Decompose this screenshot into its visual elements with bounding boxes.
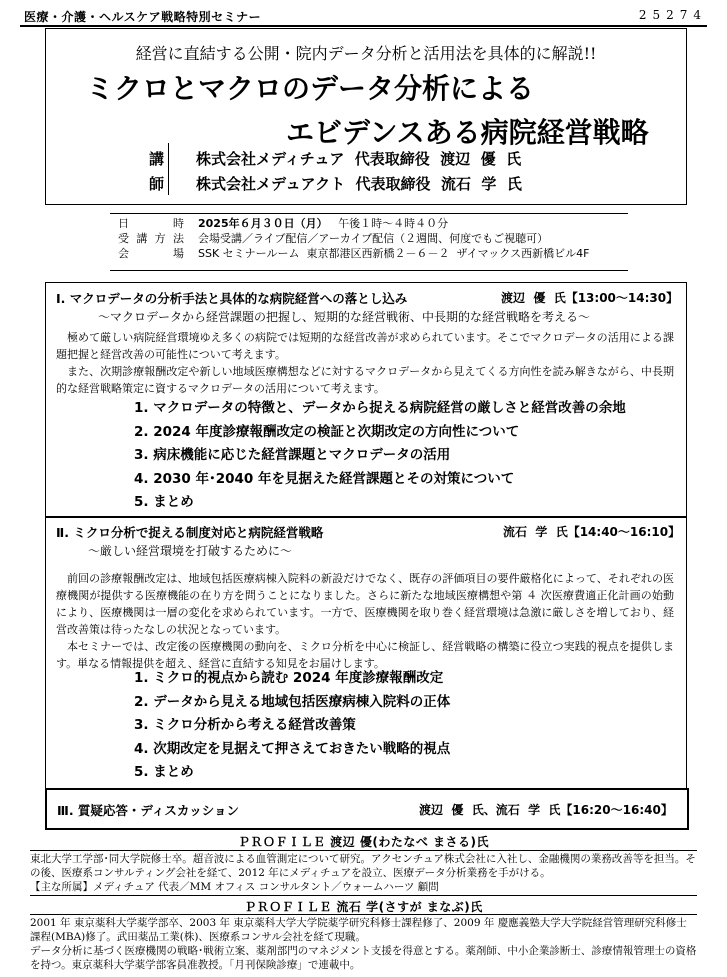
profile-2-heading: ＰＲＯＦＩＬＥ 流石 学(さすが まなぶ)氏	[244, 900, 483, 914]
section-2-speaker: 流石 学 氏【14:40～16:10】	[503, 525, 681, 539]
venue-value: SSK セミナールーム 東京都港区西新橋２－６－２ ザイマックス西新橋ビル4F	[198, 247, 590, 260]
time-value: 午後１時～４時４０分	[327, 217, 449, 230]
section-1-paragraph: また、次期診療報酬改定や新しい地域医療構想などに対するマクロデータから見えてくる方向性を読み解きながら、中長期的な経営戦略策定に資するマクロデータの活用について考えます。	[56, 365, 674, 395]
profile-1-body	[30, 852, 697, 894]
section-1-paragraph: 極めて厳しい病院経営環境ゆえ多くの病院では短期的な経営改善が求められています。そこでマクロデータの活用による課題把握と経営改善の可能性について考えます。	[56, 331, 674, 361]
venue-label: 会 場	[118, 247, 184, 260]
section-2-agenda	[134, 667, 450, 785]
profile-1-divider	[30, 850, 697, 851]
agenda-item: 4. 次期改定を見据えて押さえておきたい戦略的視点	[134, 740, 451, 757]
seminar-code: 25274	[638, 8, 707, 22]
agenda-item: 1. マクロデータの特徴と、データから捉える病院経営の厳しさと経営改善の余地	[134, 400, 626, 416]
agenda-item: 3. ミクロ分析から考える経営改善策	[134, 717, 356, 733]
date-label: 日 時	[118, 217, 184, 230]
speaker-2: 株式会社メデュアクト 代表取締役 流石 学 氏	[196, 175, 522, 193]
agenda-item: 2. データから見える地域包括医療病棟入院料の正体	[134, 693, 451, 710]
profile-2-divider	[30, 914, 697, 915]
method-label: 受講方法	[118, 232, 184, 245]
section-1-subheading: ～マクロデータから経営課題の把握し、短期的な経営戦術、中長期的な経営戦略を考える～	[98, 310, 591, 324]
agenda-item: 1. ミクロ的視点から読む 2024 年度診療報酬改定	[134, 670, 444, 686]
agenda-item: 4. 2030 年･2040 年を見据えた経営課題とその対策について	[134, 470, 515, 487]
info-bottom-divider	[110, 270, 628, 271]
agenda-item: 5. まとめ	[134, 494, 194, 510]
section-2-heading: Ⅱ. ミクロ分析で捉える制度対応と病院経営戦略	[56, 525, 324, 540]
profile-1-line: 東北大学工学部･同大学院修士卒。超音波による血管測定について研究。アクセンチュア株式会社に入社し、金融機関の業務改善等を担当。その後、医療系コンサルティング会社を経て、2012 年にメディチュアを設立、医療データ分析業務を手がける。	[30, 853, 696, 879]
agenda-item: 3. 病床機能に応じた経営課題とマクロデータの活用	[134, 447, 451, 463]
profile-1-bottom-divider	[30, 895, 697, 896]
venue-row	[118, 246, 589, 261]
section-2-paragraph: 前回の診療報酬改定は、地域包括医療病棟入院料の新設だけでなく、既存の評価項目の要件厳格化によって、それぞれの医療機関が提供する医療機能の在り方を問うことになりました。さらに新たな地域医療構想や第 ４ 次医療費適正化計画の始動により、医療機関は一層の変化を求められています。一方で、医療機関を取り巻く経営環境は急激に厳しさを増しており、経営改善策は待ったなしの状況となっています。	[56, 572, 674, 636]
profile-1-line: 【主な所属】メディチュア 代表／MM オフィス コンサルタント／ウォームハーツ 顧問	[30, 881, 439, 893]
profile-1-heading: ＰＲＯＦＩＬＥ 渡辺 優(わたなべ まさる)氏	[237, 835, 489, 849]
profile-2-body	[30, 916, 697, 972]
section-1-agenda	[134, 397, 626, 515]
speaker-label-2: 師	[149, 175, 165, 193]
profile-2-line: データ分析に基づく医療機関の戦略･戦術立案、薬剤部門のマネジメント支援を得意とする。薬剤師、中小企業診断士、診療情報管理士の資格を持つ。東京薬科大学薬学部客員准教授。「月刊保険診療」で連載中。	[30, 945, 697, 971]
main-title-line-1: ミクロとマクロのデータ分析による	[86, 72, 535, 105]
method-row	[118, 231, 589, 246]
date-row	[118, 216, 589, 231]
speaker-1: 株式会社メディチュア 代表取締役 渡辺 優 氏	[196, 150, 522, 168]
header-divider	[20, 25, 707, 27]
section-1	[45, 282, 687, 518]
section-2-subheading: ～厳しい経営環境を打破するために～	[88, 544, 293, 558]
section-2-paragraph: 本セミナーでは、改定後の医療機関の動向を、ミクロ分析を中心に検証し、経営戦略の構築に役立つ実践的視点を提供します。単なる情報提供を超え、経営に直結する知見をお届けします。	[56, 640, 674, 670]
subtitle: 経営に直結する公開・院内データ分析と活用法を具体的に解説!!	[135, 44, 597, 63]
seminar-series-title: 医療・介護・ヘルスケア戦略特別セミナー	[24, 10, 262, 24]
speaker-divider	[168, 143, 169, 195]
title-box	[45, 28, 687, 205]
section-1-heading: Ⅰ. マクロデータの分析手法と具体的な病院経営への落とし込み	[56, 291, 408, 306]
section-3-heading: Ⅲ. 質疑応答・ディスカッション	[57, 803, 240, 818]
section-1-speaker: 渡辺 優 氏【13:00～14:30】	[501, 291, 679, 305]
section-3-speaker: 渡辺 優 氏、流石 学 氏【16:20～16:40】	[419, 803, 673, 817]
section-1-body	[56, 329, 674, 397]
profile-2-line: 2001 年 東京薬科大学薬学部卒、2003 年 東京薬科大学大学院薬学研究科修士課程修了、2009 年 慶應義塾大学大学院経営管理研究科修士課程(MBA)修了。武田薬品工業(株)、医療系コンサル会社を経て現職。	[30, 917, 687, 943]
speaker-label-1: 講	[149, 150, 165, 168]
event-info	[118, 216, 589, 261]
date-value: 2025年６月３０日（月）	[198, 217, 328, 230]
main-title-line-2: エビデンスある病院経営戦略	[286, 116, 649, 149]
section-2	[45, 516, 687, 790]
agenda-item: 2. 2024 年度診療報酬改定の検証と次期改定の方向性について	[134, 423, 520, 440]
section-3	[45, 788, 689, 830]
agenda-item: 5. まとめ	[134, 764, 194, 780]
method-value: 会場受講／ライブ配信／アーカイブ配信（２週間、何度でもご視聴可）	[198, 232, 549, 245]
info-top-divider	[110, 213, 628, 214]
section-2-body	[56, 570, 674, 672]
